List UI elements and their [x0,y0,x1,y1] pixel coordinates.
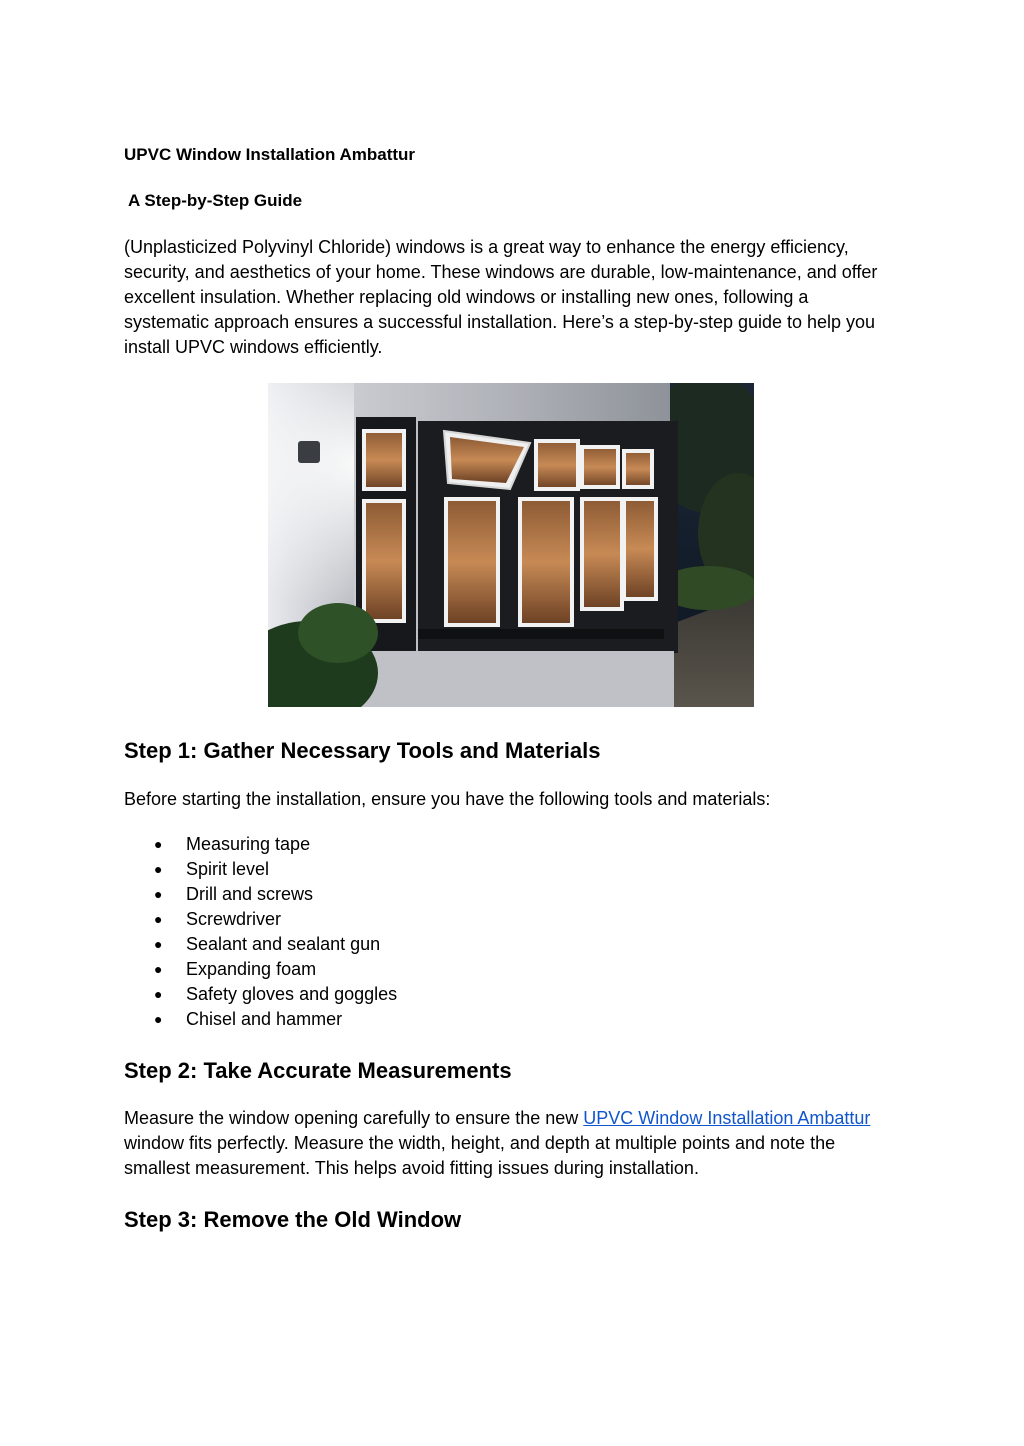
step2-heading: Step 2: Take Accurate Measurements [124,1058,512,1083]
step1-heading: Step 1: Gather Necessary Tools and Materials [124,738,601,763]
list-item-label: Chisel and hammer [186,1009,343,1029]
list-item-label: Drill and screws [186,884,314,904]
document-subtitle: A Step-by-Step Guide [128,191,303,210]
list-item-label: Expanding foam [186,959,317,979]
bullet-icon: ● [154,836,163,852]
step3-heading: Step 3: Remove the Old Window [124,1207,462,1232]
bullet-icon: ● [154,1011,163,1027]
document-title: UPVC Window Installation Ambattur [124,145,416,164]
intro-text: (Unplasticized Polyvinyl Chloride) windows is a great way to enhance the energy efficiency, security, and aesthetics of your home. These windows are durable, low-maintenance, and offer excellent insulation. Whether replacing old windows or installing new ones, following a systematic approach ensures a successful installation. Here’s a step-by-step guide to help you install UPVC windows efficiently. [124,237,878,357]
step2-text-after: window fits perfectly. Measure the width, height, and depth at multiple points and note the smallest measurement. This helps avoid fitting issues during installation. [124,1133,836,1178]
list-item-label: Screwdriver [186,909,282,929]
list-item-label: Spirit level [186,859,270,879]
bullet-icon: ● [154,911,163,927]
bullet-icon: ● [154,886,163,902]
list-item [124,832,397,857]
bullet-icon: ● [154,936,163,952]
step2-paragraph [124,1106,896,1181]
list-item [124,932,397,957]
list-item [124,982,397,1007]
tools-list [124,832,397,1032]
bullet-icon: ● [154,861,163,877]
list-item-label: Measuring tape [186,834,311,854]
list-item [124,907,397,932]
step1-intro-text: Before starting the installation, ensure you have the following tools and materials: [124,789,771,809]
list-item [124,1007,397,1032]
intro-paragraph [124,235,896,360]
bullet-icon: ● [154,961,163,977]
list-item-label: Sealant and sealant gun [186,934,381,954]
house-bay-window-photo [268,383,754,707]
upvc-installation-link[interactable]: UPVC Window Installation Ambattur [583,1108,871,1128]
list-item [124,882,397,907]
step2-text-before: Measure the window opening carefully to ensure the new [124,1108,584,1128]
list-item-label: Safety gloves and goggles [186,984,398,1004]
bullet-icon: ● [154,986,163,1002]
list-item [124,957,397,982]
list-item [124,857,397,882]
